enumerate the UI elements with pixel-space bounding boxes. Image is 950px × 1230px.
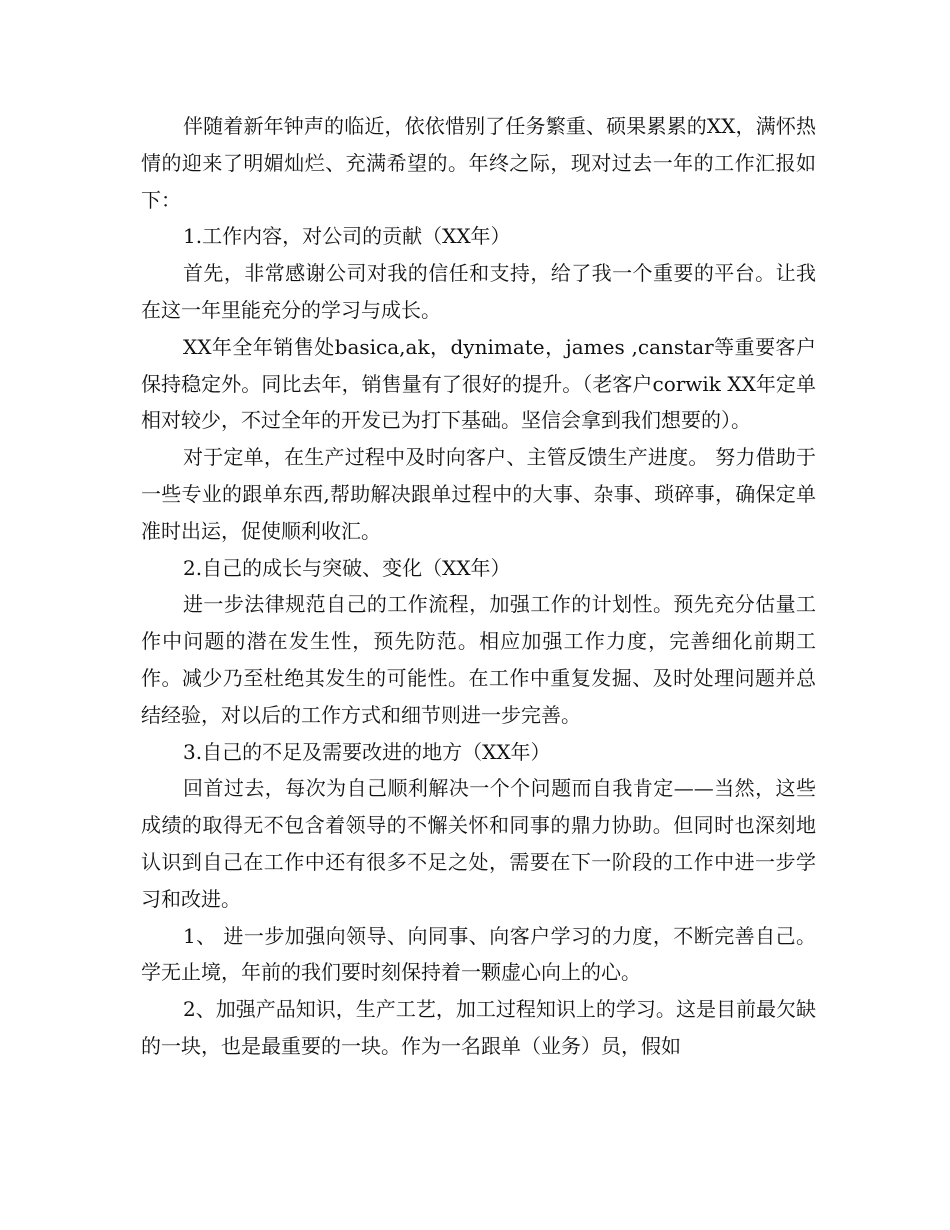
document-body xyxy=(141,108,816,1065)
list-item-2: 2、加强产品知识，生产工艺，加工过程知识上的学习。这是目前最欠缺的一块，也是最重要的一块。作为一名跟单（业务）员，假如 xyxy=(141,997,816,1058)
paragraph-gratitude: 首先，非常感谢公司对我的信任和支持，给了我一个重要的平台。让我在这一年里能充分的学习与成长。 xyxy=(141,261,816,322)
list-item-1: 1、 进一步加强向领导、向同事、向客户学习的力度，不断完善自己。学无止境，年前的我们要时刻保持着一颗虚心向上的心。 xyxy=(141,923,816,985)
section-heading-1: 1.工作内容，对公司的贡献（XX年） xyxy=(183,224,511,249)
intro-paragraph: 伴随着新年钟声的临近，依依惜别了任务繁重、硕果累累的XX，满怀热情的迎来了明媚灿烂、充满希望的。年终之际，现对过去一年的工作汇报如下： xyxy=(141,114,816,212)
section-heading-2: 2.自己的成长与突破、变化（XX年） xyxy=(183,555,511,580)
paragraph-orders: 对于定单，在生产过程中及时向客户、主管反馈生产进度。 努力借助于一些专业的跟单东西,帮助解决跟单过程中的大事、杂事、琐碎事，确保定单准时出运，促使顺利收汇。 xyxy=(141,445,816,543)
paragraph-review: 回首过去，每次为自己顺利解决一个个问题而自我肯定——当然，这些成绩的取得无不包含着领导的不懈关怀和同事的鼎力协助。但同时也深刻地认识到自己在工作中还有很多不足之处，需要在下一阶段的工作中进一步学习和改进。 xyxy=(141,776,816,911)
paragraph-sales: XX年全年销售处basica,ak，dynimate，james ,canstar等重要客户保持稳定外。同比去年，销售量有了很好的提升。（老客户corwik XX年定单相对较少，不过全年的开发已为打下基础。坚信会拿到我们想要的）。 xyxy=(141,334,816,433)
section-heading-3: 3.自己的不足及需要改进的地方（XX年） xyxy=(183,739,551,764)
paragraph-growth: 进一步法律规范自己的工作流程，加强工作的计划性。预先充分估量工作中问题的潜在发生性，预先防范。相应加强工作力度，完善细化前期工作。减少乃至杜绝其发生的可能性。在工作中重复发掘、及时处理问题并总结经验，对以后的工作方式和细节则进一步完善。 xyxy=(141,592,816,727)
